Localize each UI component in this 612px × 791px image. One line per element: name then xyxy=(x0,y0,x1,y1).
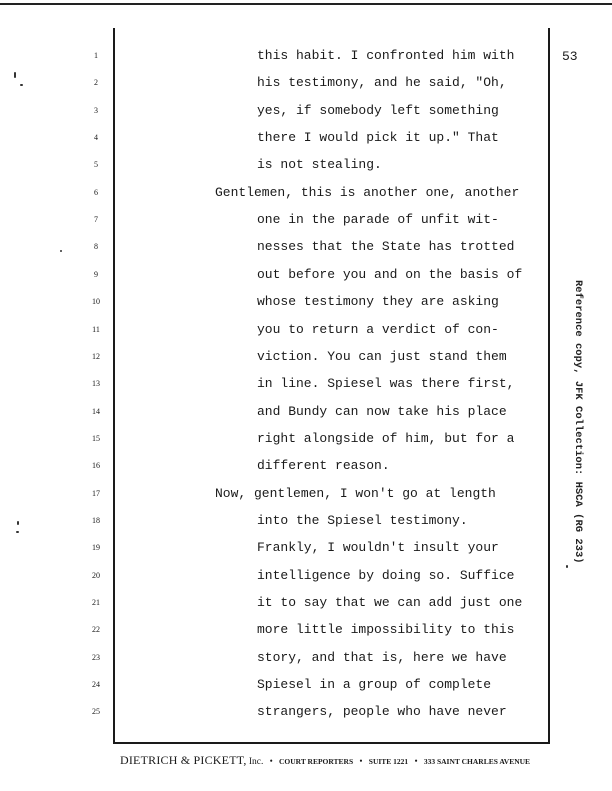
line-number: 11 xyxy=(92,324,100,334)
line-number: 24 xyxy=(92,680,100,690)
footer-separator: • xyxy=(359,756,363,766)
line-number: 18 xyxy=(92,515,100,525)
transcript-line: strangers, people who have never xyxy=(257,704,507,720)
top-rule xyxy=(0,3,612,5)
reporter-firm-name: DIETRICH & PICKETT, xyxy=(120,753,247,767)
line-number: 15 xyxy=(92,433,100,443)
transcript-line: is not stealing. xyxy=(257,157,382,173)
transcript-line: there I would pick it up." That xyxy=(257,130,499,146)
transcript-line: in line. Spiesel was there first, xyxy=(257,376,515,392)
transcript-line: into the Spiesel testimony. xyxy=(257,512,468,528)
line-number: 16 xyxy=(92,461,100,471)
scan-speck xyxy=(14,72,16,78)
line-number: 4 xyxy=(94,133,98,143)
line-number: 8 xyxy=(94,242,98,252)
transcript-line: intelligence by doing so. Suffice xyxy=(257,567,515,583)
transcript-line: viction. You can just stand them xyxy=(257,348,507,364)
line-number: 6 xyxy=(94,187,98,197)
transcript-line: Frankly, I wouldn't insult your xyxy=(257,540,499,556)
line-number: 21 xyxy=(92,598,100,607)
transcript-line: you to return a verdict of con- xyxy=(257,321,499,337)
line-number: 9 xyxy=(94,269,98,279)
margin-rule-bottom xyxy=(113,742,550,744)
scan-speck xyxy=(20,84,23,86)
footer-services: COURT REPORTERS xyxy=(279,757,354,766)
scan-speck xyxy=(566,565,568,568)
margin-rule-left xyxy=(113,28,115,744)
transcript-line: nesses that the State has trotted xyxy=(257,239,515,255)
transcript-line: Now, gentlemen, I won't go at length xyxy=(215,485,496,501)
court-reporter-footer xyxy=(120,753,540,768)
footer-suite: SUITE 1221 xyxy=(368,757,409,766)
line-number: 20 xyxy=(92,570,100,580)
transcript-line: more little impossibility to this xyxy=(257,622,515,638)
line-number: 10 xyxy=(92,297,100,307)
line-number: 19 xyxy=(92,543,100,553)
line-number: 3 xyxy=(94,105,98,115)
line-number: 1 xyxy=(94,51,98,60)
transcript-line: this habit. I confronted him with xyxy=(257,48,515,63)
line-number: 5 xyxy=(94,160,98,170)
line-number: 22 xyxy=(92,625,100,635)
scan-speck xyxy=(17,521,19,525)
transcript-line: right alongside of him, but for a xyxy=(257,430,515,446)
transcript-line: his testimony, and he said, "Oh, xyxy=(257,75,507,91)
line-number: 14 xyxy=(92,406,100,416)
line-number: 23 xyxy=(92,652,100,662)
page-number: 53 xyxy=(562,49,578,64)
line-number: 2 xyxy=(94,78,98,88)
line-number: 13 xyxy=(92,379,100,389)
margin-rule-right xyxy=(548,28,550,744)
transcript-line: one in the parade of unfit wit- xyxy=(257,212,499,228)
scan-speck xyxy=(16,531,19,533)
transcript-line: yes, if somebody left something xyxy=(257,102,499,118)
footer-separator: • xyxy=(414,756,418,766)
footer-separator: • xyxy=(269,756,273,766)
line-number: 7 xyxy=(94,215,98,225)
transcript-line: out before you and on the basis of xyxy=(257,266,523,282)
reference-copy-stamp: Reference copy, JFK Collection: HSCA (RG 233) xyxy=(572,280,584,564)
transcript-line: and Bundy can now take his place xyxy=(257,403,507,419)
transcript-line: story, and that is, here we have xyxy=(257,649,507,665)
transcript-line: Spiesel in a group of complete xyxy=(257,677,492,693)
transcript-line: Gentlemen, this is another one, another xyxy=(215,184,520,200)
reporter-firm-suffix: Inc. xyxy=(248,757,264,767)
transcript-line: it to say that we can add just one xyxy=(257,595,523,610)
line-number: 17 xyxy=(92,488,100,498)
line-number: 12 xyxy=(92,351,100,361)
footer-address: 333 SAINT CHARLES AVENUE xyxy=(423,757,531,766)
transcript-line: different reason. xyxy=(257,458,390,474)
transcript-line: whose testimony they are asking xyxy=(257,294,499,310)
line-number: 25 xyxy=(92,707,100,717)
scan-speck xyxy=(60,250,62,252)
